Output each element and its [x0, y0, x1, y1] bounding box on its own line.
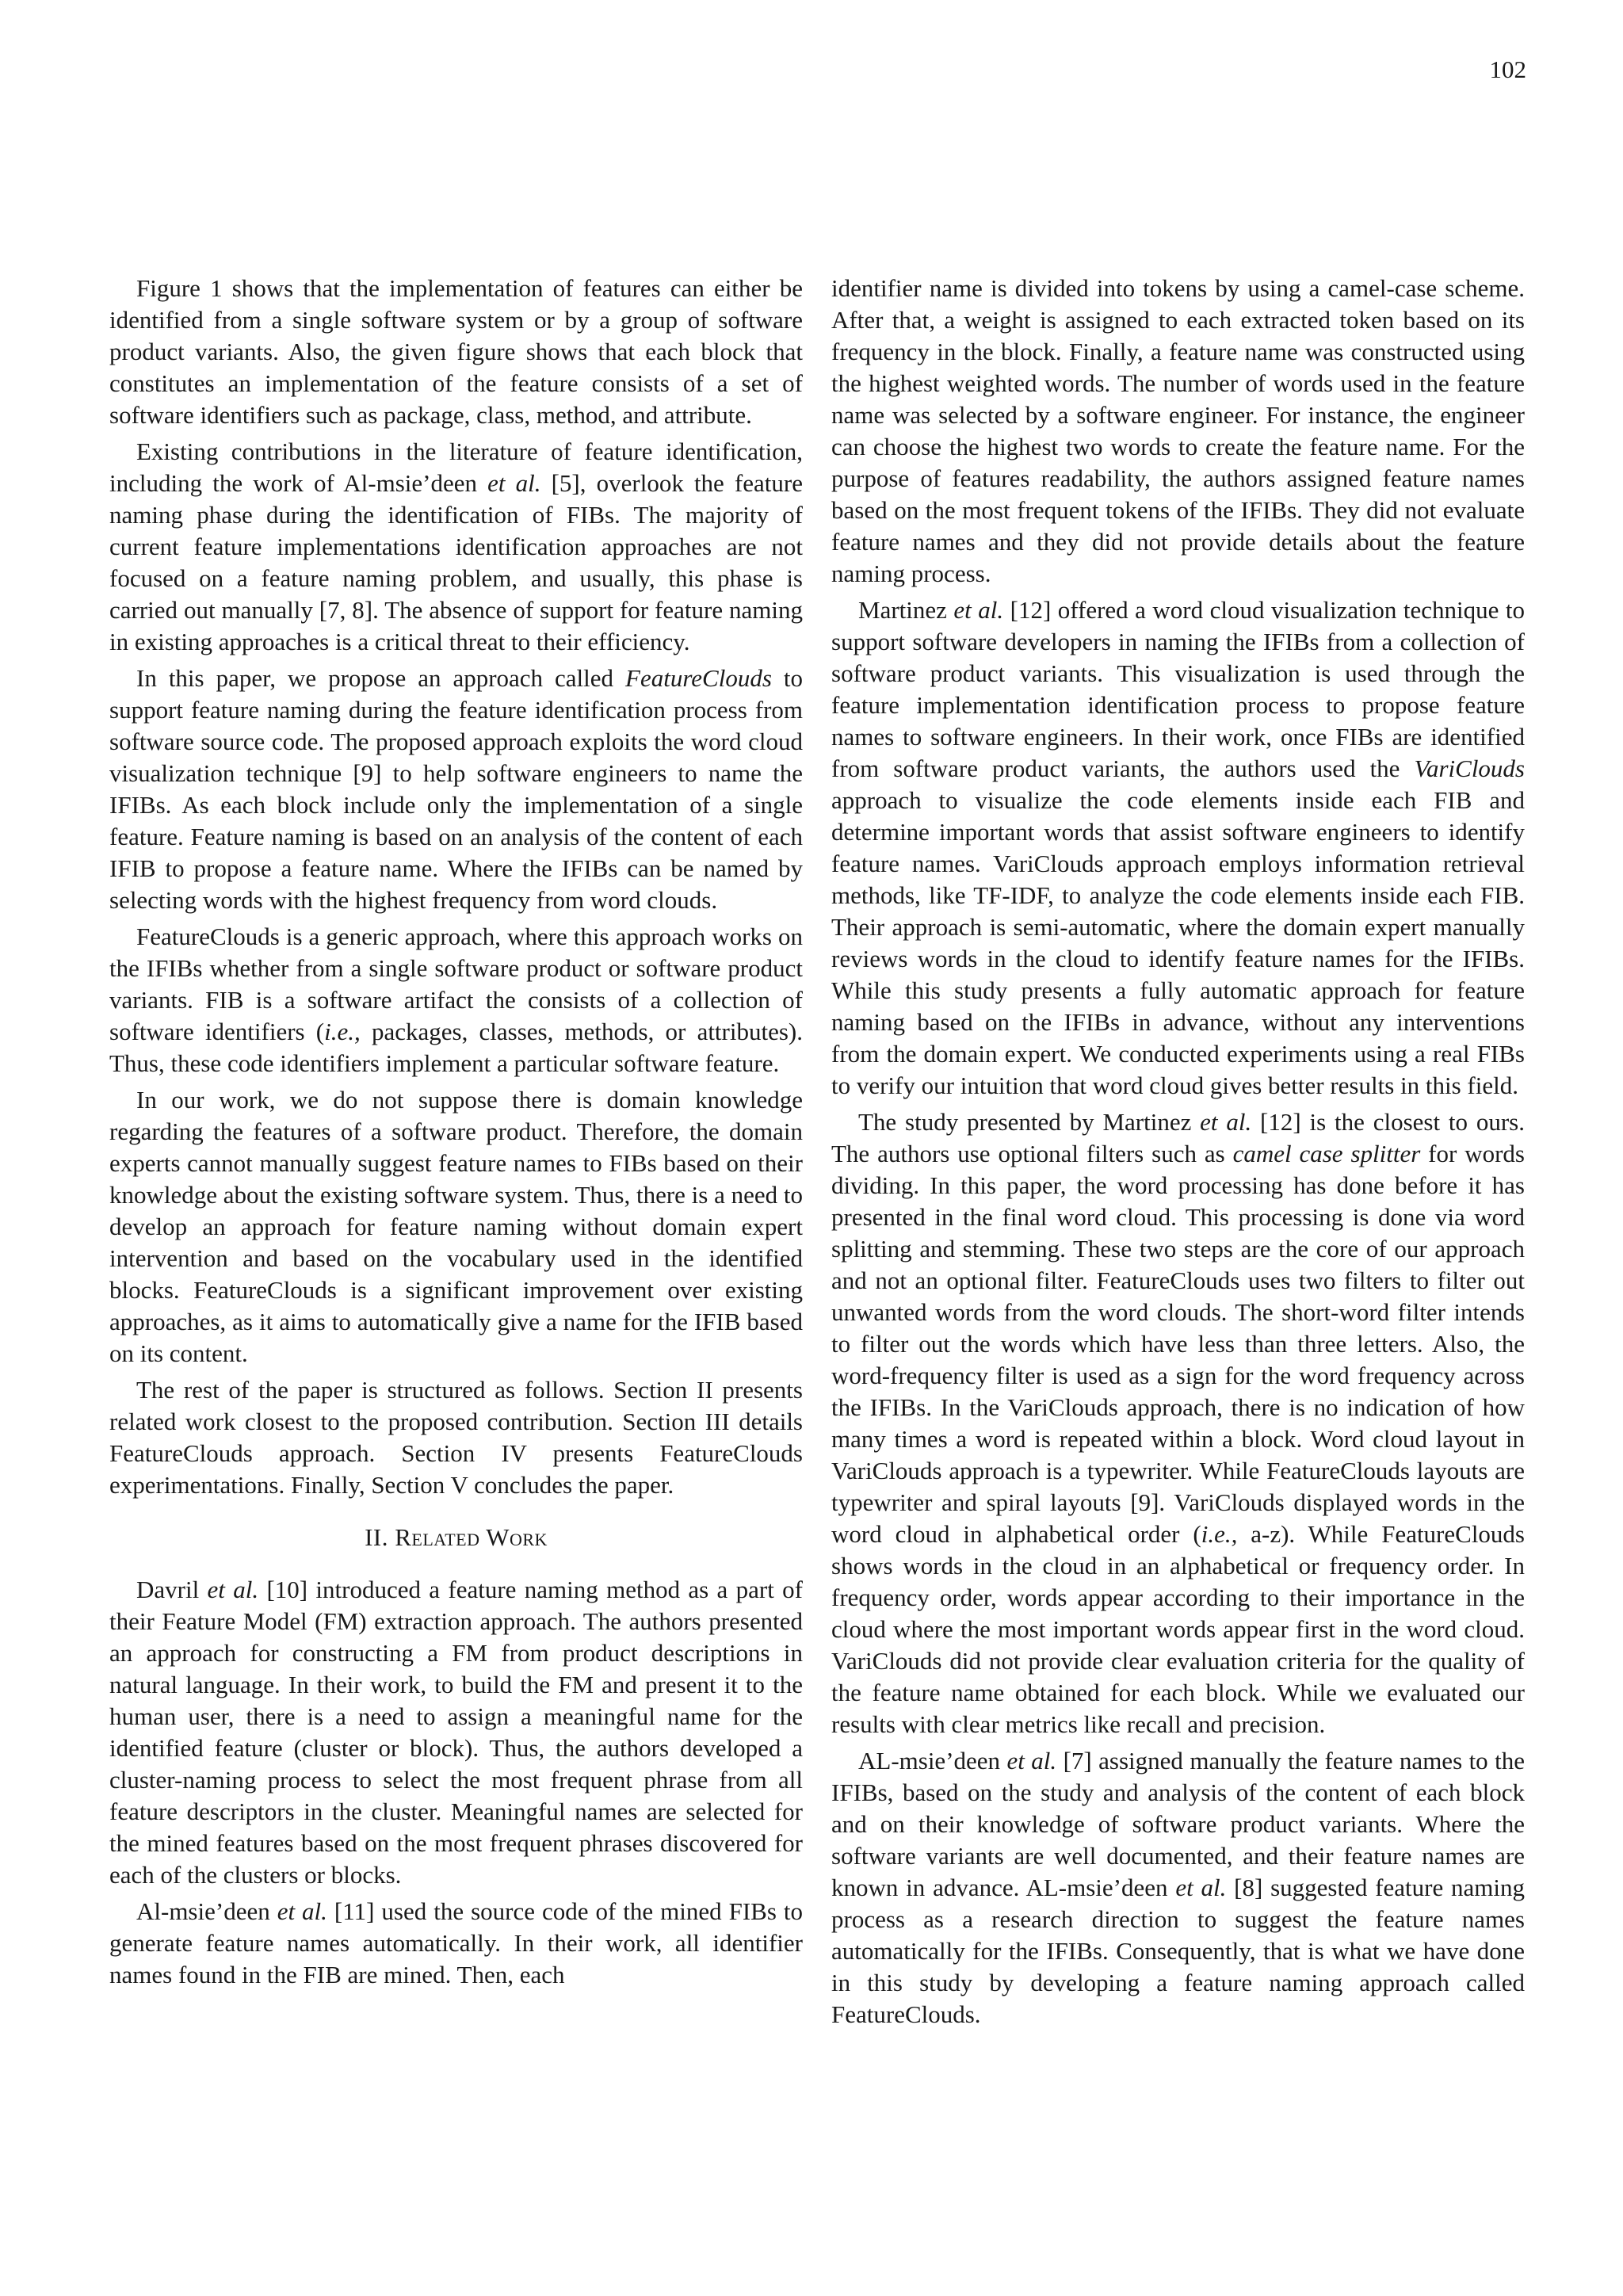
paragraph: Existing contributions in the literature of feature identification, including the work of Al-msie’deen et al. [5], overlook the feature naming phase during the identification of FIBs. The majority of current feature implementations identification approaches are not focused on a feature naming problem, and usually, this phase is carried out manually [7, 8]. The absence of support for feature naming in existing approaches is a critical threat to their efficiency. — [109, 437, 803, 655]
section-heading — [109, 1522, 803, 1553]
paragraph: AL-msie’deen et al. [7] assigned manually the feature names to the IFIBs, based on the study and analysis of the content of each block and on their knowledge of software product variants. Where the software variants are well documented, and their feature names are known in advance. AL-msie’deen et al. [8] suggested feature naming process as a research direction to suggest the feature names automatically for the IFIBs. Consequently, that is what we have done in this study by developing a feature naming approach called FeatureClouds. — [831, 1747, 1525, 2028]
paragraph: FeatureClouds is a generic approach, where this approach works on the IFIBs whether from a single software product or software product variants. FIB is a software artifact the consists of a collection of software identifiers (i.e., packages, classes, methods, or attributes). Thus, these code identifiers implement a particular software feature. — [109, 923, 803, 1077]
paragraph: Al-msie’deen et al. [11] used the source code of the mined FIBs to generate feature names automatically. In their work, all identifier names found in the FIB are mined. Then, each — [109, 1897, 803, 1988]
paragraph: Figure 1 shows that the implementation of features can either be identified from a single software system or by a group of software product variants. Also, the given figure shows that each block that constitutes an implementation of the feature consists of a set of software identifiers such as package, class, method, and attribute. — [109, 274, 803, 429]
page-number: 102 — [1489, 55, 1526, 83]
paragraph: The study presented by Martinez et al. [12] is the closest to ours. The authors use optional filters such as camel case splitter for words dividing. In this paper, the word processing has done before it has presented in the final word cloud. This processing is done via word splitting and stemming. These two steps are the core of our approach and not an optional filter. FeatureClouds uses two filters to filter out unwanted words from the word clouds. The short-word filter intends to filter out the words which have less than three letters. Also, the word-frequency filter is used as a sign for the word frequency across the IFIBs. In the VariClouds approach, there is no indication of how many times a word is repeated within a block. Word cloud layout in VariClouds approach is a typewriter. While FeatureClouds layouts are typewriter and spiral layouts [9]. VariClouds displayed words in the word cloud in alphabetical order (i.e., a-z). While FeatureClouds shows words in the cloud in an alphabetical or frequency order. In frequency order, words appear according to their importance in the cloud where the most important words appear first in the word cloud. VariClouds did not provide clear evaluation criteria for the quality of the feature name obtained for each block. While we evaluated our results with clear metrics like recall and precision. — [831, 1108, 1525, 1738]
paragraph: The rest of the paper is structured as follows. Section II presents related work closest to the proposed contribution. Section III details FeatureClouds approach. Section IV presents FeatureClouds experimentations. Finally, Section V concludes the paper. — [109, 1376, 803, 1499]
paragraph: Davril et al. [10] introduced a feature naming method as a part of their Feature Model (FM) extraction approach. The authors presented an approach for constructing a FM from product descriptions in natural language. In their work, to build the FM and present it to the human user, there is a need to assign a meaningful name for the identified feature (cluster or block). Thus, the authors developed a cluster-naming process to select the most frequent phrase from all feature descriptors in the cluster. Meaningful names are selected for the mined features based on the most frequent phrases discovered for each of the clusters or blocks. — [109, 1576, 803, 1889]
paragraph: In our work, we do not suppose there is domain knowledge regarding the features of a software product. Therefore, the domain experts cannot manually suggest feature names to FIBs based on their knowledge about the existing software system. Thus, there is a need to develop an approach for feature naming without domain expert intervention and based on the vocabulary used in the identified blocks. FeatureClouds is a significant improvement over existing approaches, as it aims to automatically give a name for the IFIB based on its content. — [109, 1086, 803, 1367]
paragraph: In this paper, we propose an approach called FeatureClouds to support feature naming during the feature identification process from software source code. The proposed approach exploits the word cloud visualization technique [9] to help software engineers to name the IFIBs. As each block include only the implementation of a single feature. Feature naming is based on an analysis of the content of each IFIB to propose a feature name. Where the IFIBs can be named by selecting words with the highest frequency from word clouds. — [109, 664, 803, 914]
section-title: Related Work — [395, 1523, 548, 1551]
section-number: II. — [365, 1523, 388, 1551]
right-column — [831, 273, 1525, 2035]
left-column — [109, 273, 803, 1996]
paragraph: Martinez et al. [12] offered a word cloud visualization technique to support software developers in naming the IFIBs from a collection of software product variants. This visualization is used through the feature implementation identification process to propose feature names to software engineers. In their work, once FIBs are identified from software product variants, the authors used the VariClouds approach to visualize the code elements inside each FIB and determine important words that assist software engineers to identify feature names. VariClouds approach employs information retrieval methods, like TF-IDF, to analyze the code elements inside each FIB. Their approach is semi-automatic, where the domain expert manually reviews words in the cloud to identify feature names for the IFIBs. While this study presents a fully automatic approach for feature naming based on the IFIBs in advance, without any interventions from the domain expert. We conducted experiments using a real FIBs to verify our intuition that word cloud gives better results in this field. — [831, 596, 1525, 1099]
paragraph: identifier name is divided into tokens by using a camel-case scheme. After that, a weight is assigned to each extracted token based on its frequency in the block. Finally, a feature name was constructed using the highest weighted words. The number of words used in the feature name was selected by a software engineer. For instance, the engineer can choose the highest two words to create the feature name. For the purpose of features readability, the authors assigned feature names based on the most frequent tokens of the IFIBs. They did not evaluate feature names and they did not provide details about the feature naming process. — [831, 274, 1525, 587]
